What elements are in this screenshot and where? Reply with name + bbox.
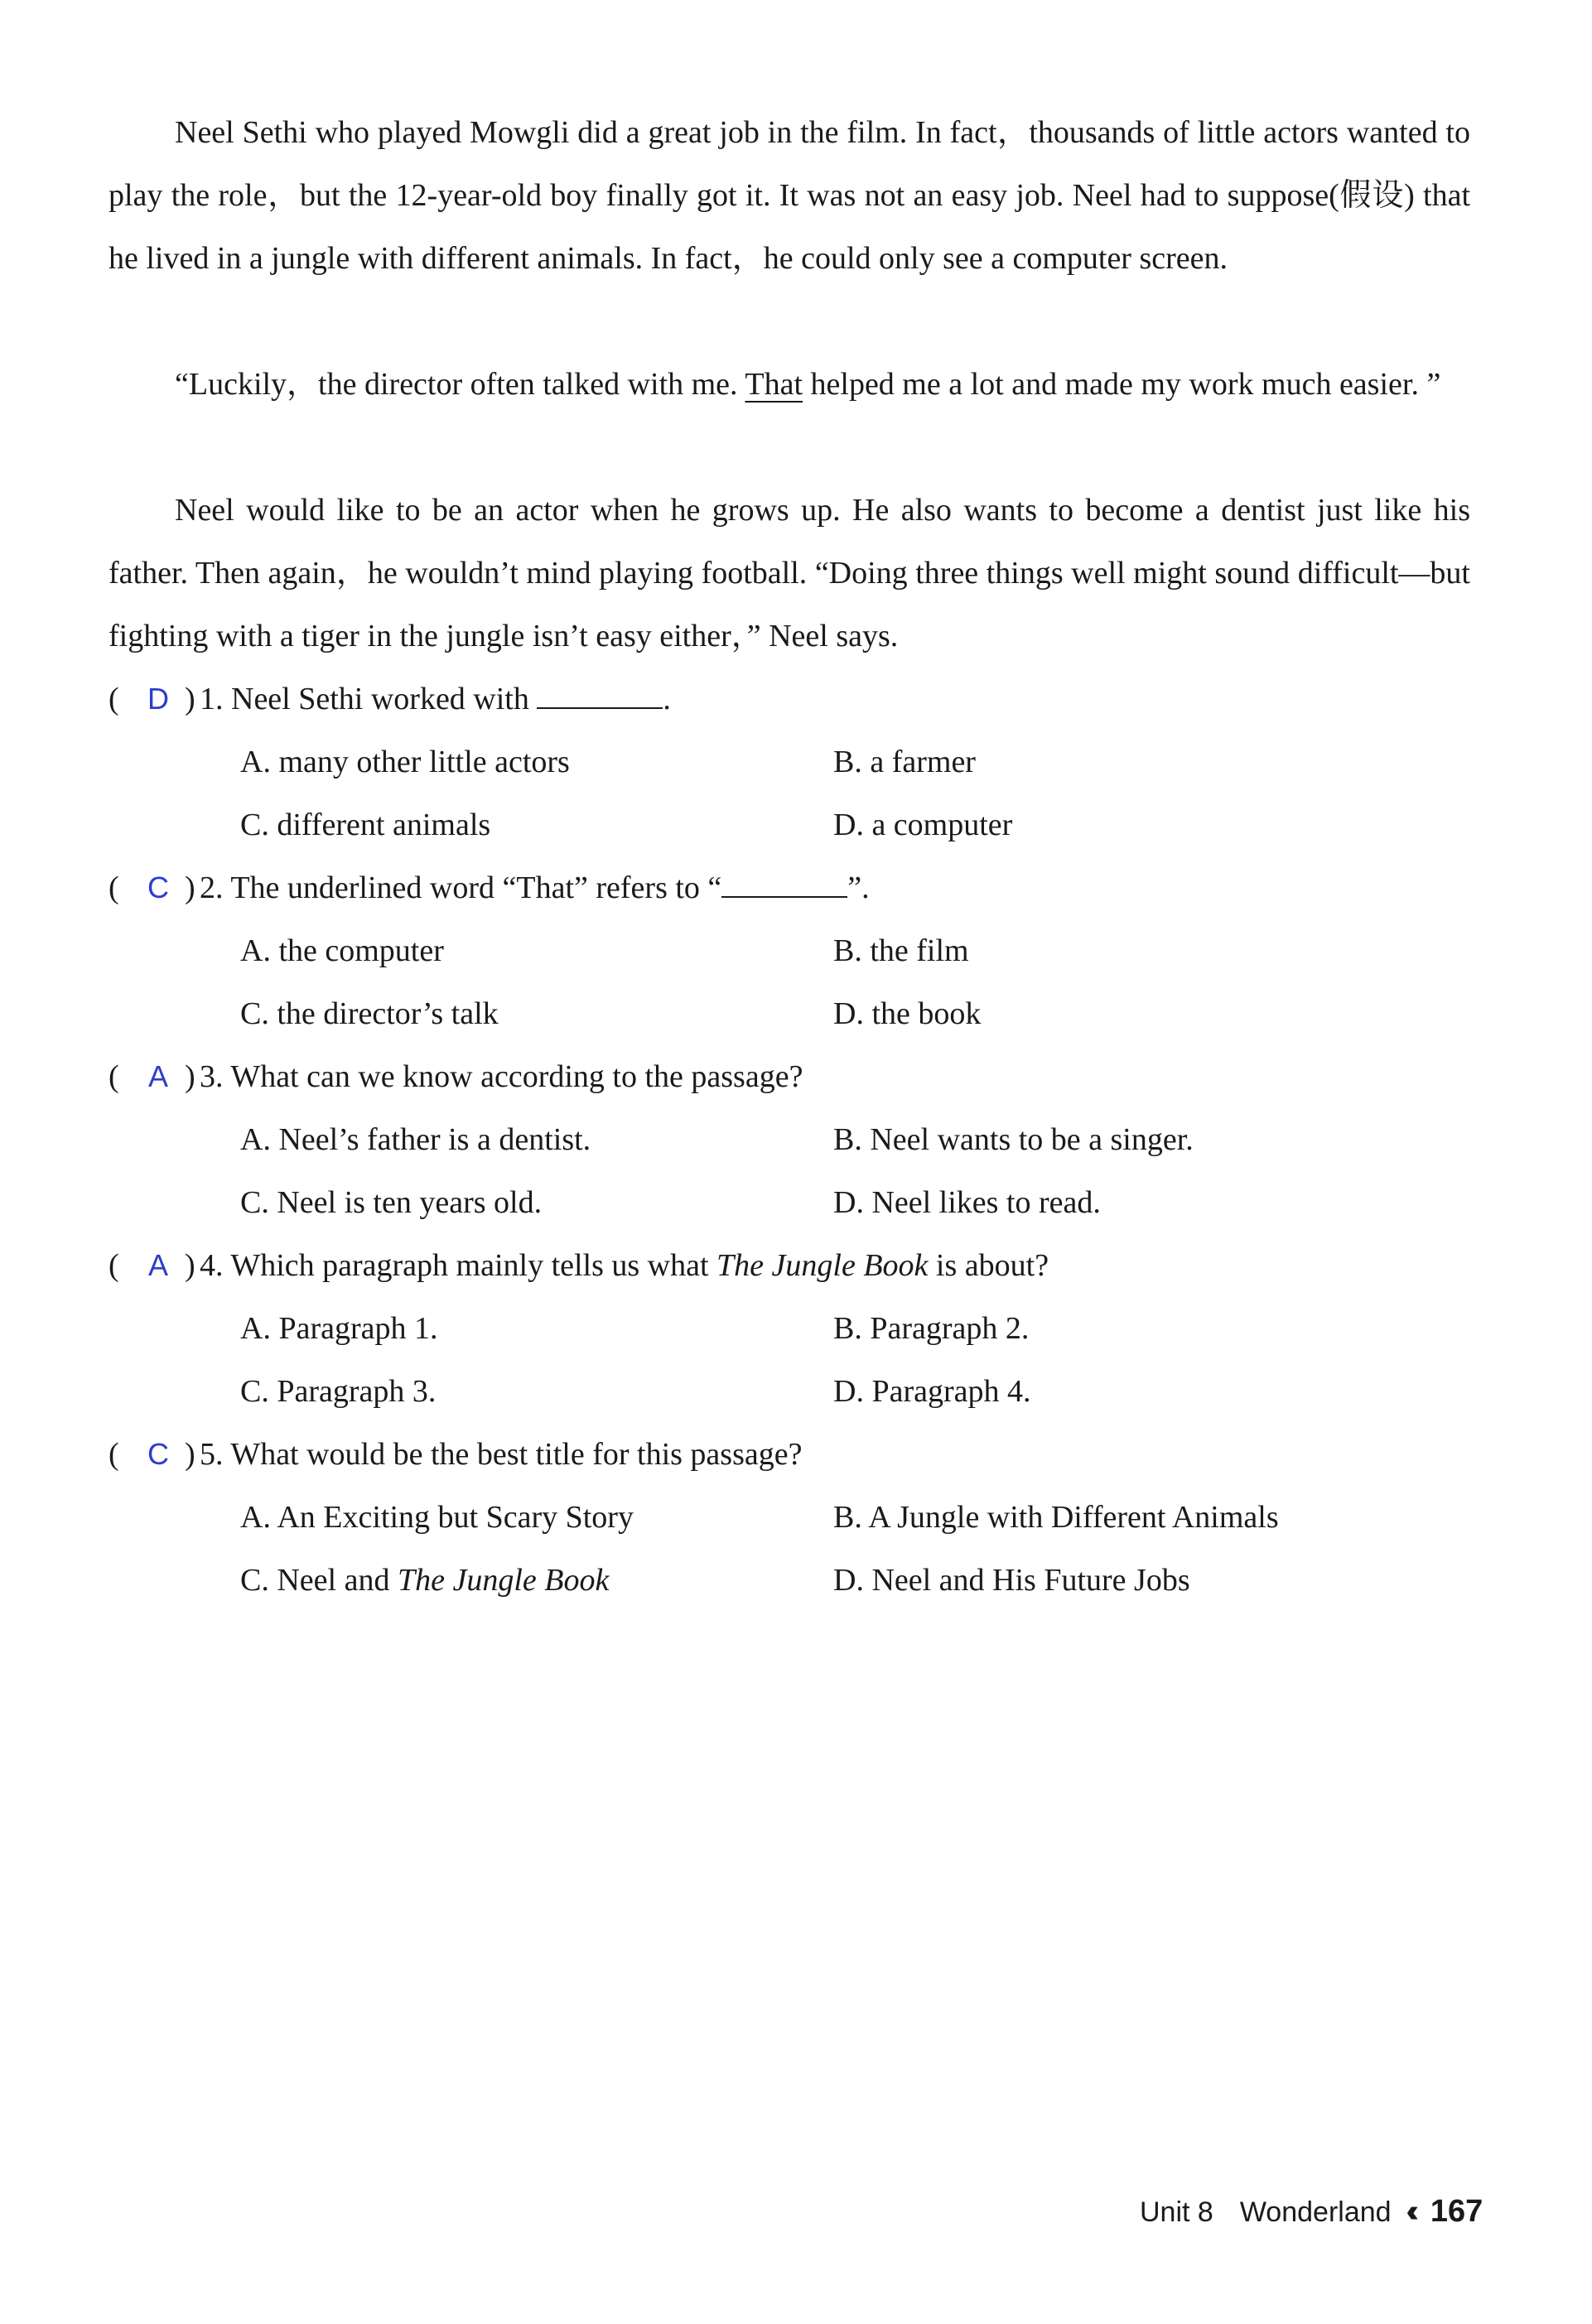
question-2-stem-end: ”. — [847, 870, 870, 905]
question-1-stem: Neel Sethi worked with — [231, 682, 538, 716]
q3-option-d: D. Neel likes to read. — [833, 1185, 1101, 1220]
q4-option-a: A. Paragraph 1. — [240, 1311, 438, 1346]
paragraph-3: Neel would like to be an actor when he grows up. He also wants to become a dentist just like his father. Then again，he wouldn’t mind playing football. “Doing three things well might sound difficult—but fighting with a tiger in the jungle isn’t easy either，” Neel says. — [109, 493, 1470, 653]
q2-option-d: D. the book — [833, 996, 982, 1031]
answer-5: C — [147, 1437, 169, 1471]
question-3-number: 3. — [200, 1059, 224, 1094]
question-4 — [109, 1234, 1475, 1297]
q1-option-c: C. different animals — [240, 808, 491, 842]
answer-1: D — [147, 682, 169, 716]
close-paren: ) — [185, 1437, 195, 1472]
open-paren: ( — [109, 682, 119, 716]
question-3 — [109, 1045, 1475, 1108]
unit-title: Wonderland — [1239, 2196, 1392, 2228]
q1-option-a: A. many other little actors — [240, 745, 570, 779]
q3-option-c: C. Neel is ten years old. — [240, 1185, 543, 1220]
close-paren: ) — [185, 1059, 195, 1094]
question-2 — [109, 856, 1475, 919]
double-chevron-left-icon: ‹‹ — [1406, 2194, 1411, 2229]
paragraph-2 — [109, 353, 1470, 416]
q4-option-d: D. Paragraph 4. — [833, 1374, 1031, 1409]
close-paren: ) — [185, 870, 195, 905]
open-paren: ( — [109, 1437, 119, 1472]
question-3-stem: What can we know according to the passage? — [230, 1059, 803, 1094]
close-paren: ) — [185, 1248, 195, 1283]
open-paren: ( — [109, 870, 119, 905]
answer-4: A — [147, 1248, 168, 1282]
answer-3: A — [147, 1059, 168, 1093]
q3-option-b: B. Neel wants to be a singer. — [833, 1122, 1194, 1157]
open-paren: ( — [109, 1059, 119, 1094]
paragraph-2-text-before: “Luckily，the director often talked with me. — [175, 367, 745, 402]
unit-label: Unit 8 — [1140, 2196, 1213, 2228]
question-2-number: 2. — [200, 870, 224, 905]
q5-option-c — [240, 1549, 609, 1612]
question-4-stem: Which paragraph mainly tells us what — [230, 1248, 717, 1283]
page-footer — [1140, 2187, 1483, 2236]
q1-option-b: B. a farmer — [833, 745, 976, 779]
answer-blank — [537, 682, 663, 709]
answer-blank — [721, 871, 847, 898]
book-title: The Jungle Book — [397, 1563, 610, 1598]
question-5-number: 5. — [200, 1437, 224, 1472]
answer-2: C — [147, 870, 169, 904]
q5-option-c-prefix: C. Neel and — [240, 1563, 398, 1598]
question-2-stem: The underlined word “That” refers to “ — [230, 870, 722, 905]
q4-option-b: B. Paragraph 2. — [833, 1311, 1030, 1346]
question-1 — [109, 668, 1475, 730]
q2-option-a: A. the computer — [240, 933, 444, 968]
q1-option-d: D. a computer — [833, 808, 1013, 842]
question-5-stem: What would be the best title for this passage? — [230, 1437, 803, 1472]
question-5 — [109, 1423, 1475, 1486]
question-1-number: 1. — [200, 682, 224, 716]
book-title: The Jungle Book — [716, 1248, 929, 1283]
question-4-stem-end: is about? — [928, 1248, 1049, 1283]
underlined-word-that: That — [745, 367, 803, 402]
close-paren: ) — [185, 682, 195, 716]
question-1-stem-end: . — [663, 682, 671, 716]
page-number: 167 — [1430, 2194, 1483, 2229]
q2-option-b: B. the film — [833, 933, 969, 968]
paragraph-1: Neel Sethi who played Mowgli did a great job in the film. In fact，thousands of little actors wanted to play the role，but the 12-year-old boy finally got it. It was not an easy job. Neel had to suppose(假设) that he lived in a jungle with different animals. In fact，he could only see a computer screen. — [109, 115, 1470, 276]
q2-option-c: C. the director’s talk — [240, 996, 499, 1031]
question-4-number: 4. — [200, 1248, 224, 1283]
paragraph-2-text-after: helped me a lot and made my work much easier. ” — [803, 367, 1441, 402]
q5-option-d: D. Neel and His Future Jobs — [833, 1563, 1190, 1598]
open-paren: ( — [109, 1248, 119, 1283]
q5-option-b: B. A Jungle with Different Animals — [833, 1500, 1279, 1535]
q3-option-a: A. Neel’s father is a dentist. — [240, 1122, 591, 1157]
q4-option-c: C. Paragraph 3. — [240, 1374, 437, 1409]
q5-option-a: A. An Exciting but Scary Story — [240, 1500, 634, 1535]
